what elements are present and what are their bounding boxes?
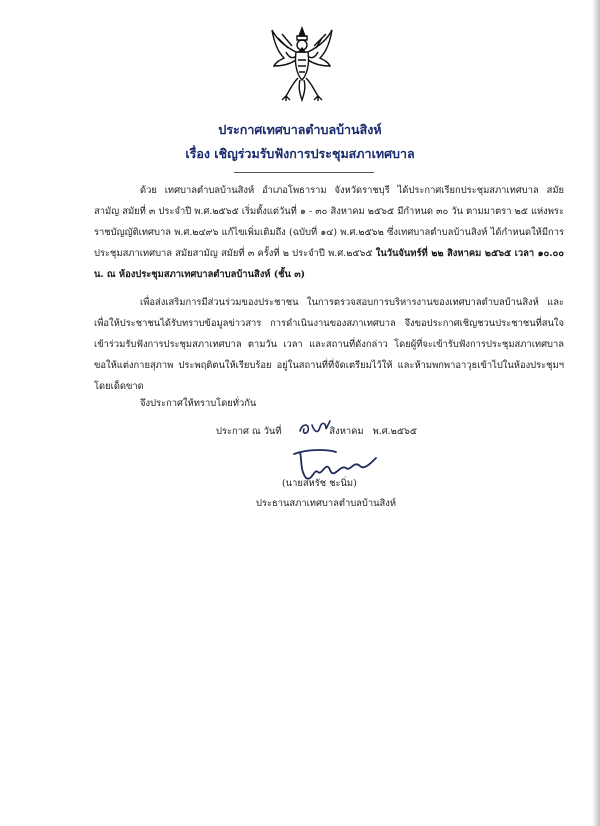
- signer-position: ประธานสภาเทศบาลตำบลบ้านสิงห์: [256, 498, 397, 509]
- handwritten-day-number: [296, 417, 336, 439]
- garuda-emblem-icon: [270, 26, 334, 104]
- signer-name: (นายสหรัช ชะนิ่ม): [282, 478, 357, 489]
- title-divider: [234, 172, 374, 173]
- paragraph-invitation-text: เพื่อส่งเสริมการมีส่วนร่วมของประชาชน ในการตรวจสอบการบริหารงานของเทศบาลตำบลบ้านสิงห์ และเพื่อให้ประชาชนได้รับทราบข้อมูลข่าวสาร การดำเนินงานของสภาเทศบาล จึงขอประกาศเชิญชวนประชาชนที่สนใจเข้าร่วมรับฟังการประชุมสภาเทศบาล ตามวัน เวลา และสถานที่ดังกล่าว โดยผู้ที่จะเข้ารับฟังการประชุมสภาเทศบาล ขอให้แต่งกายสุภาพ ประพฤติตนให้เรียบร้อย อยู่ในสถานที่ที่จัดเตรียมไว้ให้ และห้ามพกพาอาวุธเข้าไปในห้องประชุมฯ โดยเด็ดขาด: [94, 297, 564, 392]
- paragraph-meeting-details: [94, 180, 564, 285]
- announce-month: สิงหาคม: [329, 426, 364, 437]
- announce-prefix: ประกาศ ณ วันที่: [216, 426, 282, 437]
- page-shadow-edge: [592, 0, 600, 826]
- announce-year: พ.ศ.๒๕๖๕: [372, 426, 417, 437]
- paragraph-invitation: [94, 292, 564, 397]
- paragraph-closing: จึงประกาศให้ทราบโดยทั่วกัน: [140, 398, 257, 409]
- announcement-subject: เรื่อง เชิญร่วมรับฟังการประชุมสภาเทศบาล: [185, 146, 415, 161]
- paragraph-meeting-text: ด้วย เทศบาลตำบลบ้านสิงห์ อำเภอโพธาราม จังหวัดราชบุรี ได้ประกาศเรียกประชุมสภาเทศบาล สมัยสามัญ สมัยที่ ๓ ประจำปี พ.ศ.๒๕๖๕ เริ่มตั้งแต่วันที่ ๑ - ๓๐ สิงหาคม ๒๕๖๕ มีกำหนด ๓๐ วัน ตามมาตรา ๒๕ แห่งพระราชบัญญัติเทศบาล พ.ศ.๒๔๙๖ แก้ไขเพิ่มเติมถึง (ฉบับที่ ๑๔) พ.ศ.๒๕๖๒ ซึ่งเทศบาลตำบลบ้านสิงห์ ได้กำหนดให้มีการประชุมสภาเทศบาล สมัยสามัญ สมัยที่ ๓ ครั้งที่ ๒ ประจำปี พ.ศ.๒๕๖๕: [94, 185, 564, 259]
- announcement-title: ประกาศเทศบาลตำบลบ้านสิงห์: [218, 122, 382, 137]
- meeting-datetime-location: ในวันจันทร์ที่ ๒๒ สิงหาคม ๒๕๖๕ เวลา ๑๐.๐๐ น. ณ ห้องประชุมสภาเทศบาลตำบลบ้านสิงห์ (ชั้น ๓): [94, 248, 564, 280]
